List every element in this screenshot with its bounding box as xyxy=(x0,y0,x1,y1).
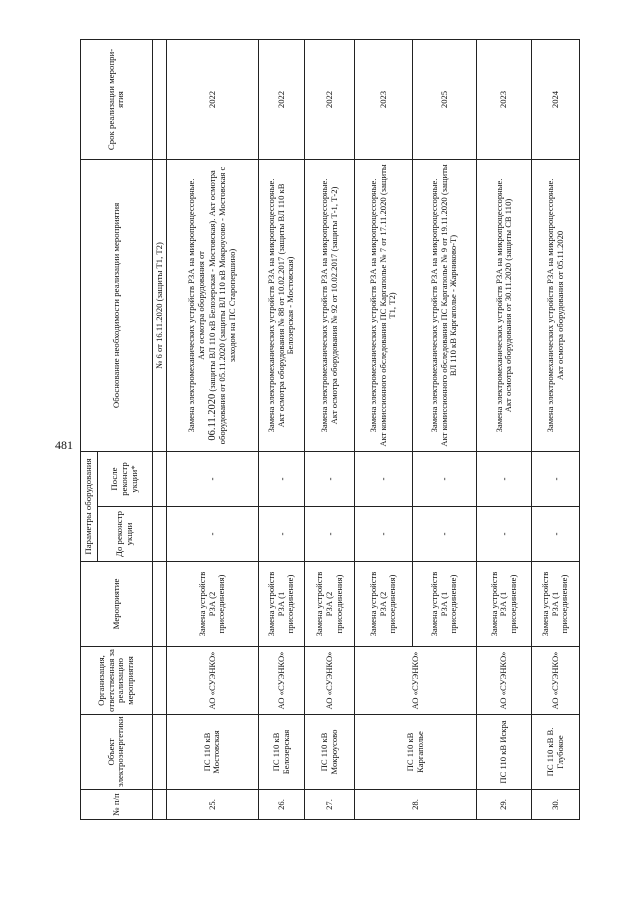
row-term: 2022 xyxy=(166,39,258,159)
row-term: 2022 xyxy=(258,39,305,159)
row-after: - xyxy=(532,451,580,506)
row-org: АО «СУЭНКО» xyxy=(305,647,355,715)
row-num: 28. xyxy=(355,790,477,820)
row-justification: Замена электромеханических устройств РЗА на микропроцессорные. Акт осмотра оборудования от 06.11.2020 (защиты ВЛ 110 кВ Белозерская - Мостовская). Акт осмотра оборудования от 05.11.2020 (защиты ВЛ 110 кВ Мокроусово - Мостовская с заходом на ПС Старопершино) xyxy=(166,159,258,451)
header-org: Организация, ответственная за реализацию мероприятия xyxy=(81,647,153,715)
row-before: - xyxy=(166,507,258,562)
header-term: Срок реализации меропри-ятия xyxy=(81,39,153,159)
row-after: - xyxy=(412,451,476,506)
measures-table xyxy=(80,39,580,820)
row-measure: Замена устройств РЗА (2 присоединения) xyxy=(355,562,413,647)
header-params: Параметры оборудования xyxy=(81,451,98,561)
row-org: АО «СУЭНКО» xyxy=(532,647,580,715)
row-after: - xyxy=(166,451,258,506)
row-object: ПС 110 кВ Каргаполье xyxy=(355,715,477,790)
row-num: 26. xyxy=(258,790,305,820)
row-before: - xyxy=(258,507,305,562)
header-justification: Обоснование необходимости реализации мероприятия xyxy=(81,159,153,451)
row-term: 2024 xyxy=(532,39,580,159)
row-justification: Замена электромеханических устройств РЗА на микропроцессорные. Акт комиссионного обследования ПС Каргаполье № 7 от 17.11.2020 (защиты Т1, Т2) xyxy=(355,159,413,451)
header-num: № п/п xyxy=(81,790,153,820)
row-num: 30. xyxy=(532,790,580,820)
continued-note: № 6 от 16.11.2020 (защиты Т1, Т2) xyxy=(152,159,166,451)
row-justification: Замена электромеханических устройств РЗА на микропроцессорные. Акт комиссионного обследования ПС Каргаполье № 9 от 19.11.2020 (защиты ВЛ 110 кВ Каргаполье - Жарниково-Т) xyxy=(412,159,476,451)
row-term: 2023 xyxy=(355,39,413,159)
row-measure: Замена устройств РЗА (1 присоединение) xyxy=(476,562,531,647)
header-measure: Мероприятие xyxy=(81,562,153,647)
row-num: 29. xyxy=(476,790,531,820)
row-object: ПС 110 кВ Белозерская xyxy=(258,715,305,790)
row-object: ПС 110 кВ Мостовская xyxy=(166,715,258,790)
row-org: АО «СУЭНКО» xyxy=(258,647,305,715)
header-before: До реконстр укции xyxy=(97,507,152,562)
row-before: - xyxy=(305,507,355,562)
header-object: Объект электроэнергетики xyxy=(81,715,153,790)
row-org: АО «СУЭНКО» xyxy=(476,647,531,715)
row-measure: Замена устройств РЗА (2 присоединения) xyxy=(305,562,355,647)
row-before: - xyxy=(476,507,531,562)
row-before: - xyxy=(355,507,413,562)
row-after: - xyxy=(476,451,531,506)
row-justification: Замена электромеханических устройств РЗА на микропроцессорные. Акт осмотра оборудования от 30.11.2020 (защиты СВ 110) xyxy=(476,159,531,451)
row-before: - xyxy=(412,507,476,562)
page-number: 481 xyxy=(55,438,73,452)
row-justification: Замена электромеханических устройств РЗА на микропроцессорные. Акт осмотра оборудования № 88 от 10.02.2017 (защиты ВЛ 110 кВ Белозерская - Мостовская) xyxy=(258,159,305,451)
header-after: После реконстр укции* xyxy=(97,451,152,506)
row-org: АО «СУЭНКО» xyxy=(355,647,477,715)
row-justification: Замена электромеханических устройств РЗА на микропроцессорные. Акт осмотра оборудования от 05.11.2020 xyxy=(532,159,580,451)
row-measure: Замена устройств РЗА (1 присоединение) xyxy=(258,562,305,647)
row-after: - xyxy=(258,451,305,506)
row-object: ПС 110 кВ В. Глубокое xyxy=(532,715,580,790)
row-object: ПС 110 кВ Мокроусово xyxy=(305,715,355,790)
row-org: АО «СУЭНКО» xyxy=(166,647,258,715)
row-measure: Замена устройств РЗА (2 присоединения) xyxy=(166,562,258,647)
row-num: 25. xyxy=(166,790,258,820)
row-after: - xyxy=(305,451,355,506)
row-after: - xyxy=(355,451,413,506)
row-measure: Замена устройств РЗА (1 присоединение) xyxy=(412,562,476,647)
row-justification: Замена электромеханических устройств РЗА на микропроцессорные. Акт осмотра оборудования № 92 от 10.02.2017 (защиты Т-1, Т-2) xyxy=(305,159,355,451)
row-before: - xyxy=(532,507,580,562)
row-term: 2023 xyxy=(476,39,531,159)
rotated-table-wrapper xyxy=(80,40,580,820)
row-measure: Замена устройств РЗА (1 присоединение) xyxy=(532,562,580,647)
row-term: 2025 xyxy=(412,39,476,159)
row-object: ПС 110 кВ Искра xyxy=(476,715,531,790)
row-num: 27. xyxy=(305,790,355,820)
row-term: 2022 xyxy=(305,39,355,159)
